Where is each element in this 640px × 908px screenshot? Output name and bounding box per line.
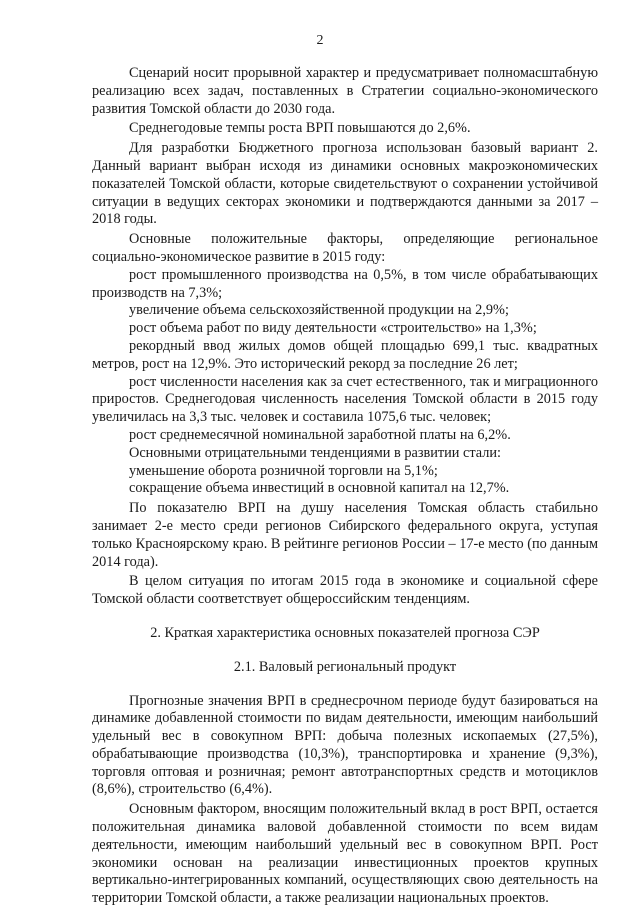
page-number: 2 (316, 33, 324, 48)
list-item-industrial-growth: рост промышленного производства на 0,5%, в том числе обрабатывающих производств на 7,3%; (92, 266, 598, 301)
paragraph-grp-forecast: Прогнозные значения ВРП в среднесрочном периоде будут базироваться на динамике добавленной стоимости по видам деятельности, имеющим наибольший удельный вес в совокупном ВРП: добыча полезных ископаемых (27,5%), обрабатывающие производства (10,3%), транспортировка и хранение (9,3%), торговля оптовая и розничная; ремонт автотранспортных средств и мотоциклов (8,6%), строительство (6,4%). (92, 692, 598, 798)
section-heading: 2. Краткая характеристика основных показателей прогноза СЭР (150, 624, 540, 641)
list-item-housing: рекордный ввод жилых домов общей площадью 699,1 тыс. квадратных метров, рост на 12,9%. Это исторический рекорд за последние 26 лет; (92, 337, 598, 372)
list-item-construction: рост объема работ по виду деятельности «строительство» на 1,3%; (129, 320, 537, 337)
list-item-retail: уменьшение оборота розничной торговли на 5,1%; (129, 462, 438, 479)
paragraph-negative-trends-intro: Основными отрицательными тенденциями в развитии стали: (129, 444, 501, 461)
paragraph-growth-rate: Среднегодовые темпы роста ВРП повышаются до 2,6%. (129, 120, 471, 137)
list-item-wages: рост среднемесячной номинальной заработной платы на 6,2%. (129, 426, 511, 443)
list-item-investments: сокращение объема инвестиций в основной капитал на 12,7%. (129, 480, 510, 497)
paragraph-scenario: Сценарий носит прорывной характер и предусматривает полномасштабную реализацию всех задач, поставленных в Стратегии социально-экономического развития Томской области до 2030 года. (92, 65, 598, 117)
paragraph-overall-situation: В целом ситуация по итогам 2015 года в экономике и социальной сфере Томской области соответствует общероссийским тенденциям. (92, 573, 598, 608)
document-body (92, 65, 598, 908)
paragraph-positive-factors-intro: Основные положительные факторы, определяющие региональное социально-экономическое развитие в 2015 году: (92, 231, 598, 265)
paragraph-grp-ranking: По показателю ВРП на душу населения Томская область стабильно занимает 2-е место среди регионов Сибирского федерального округа, уступая только Красноярскому краю. В рейтинге регионов России – 17-е место (по данным 2014 года). (92, 500, 598, 570)
subsection-heading: 2.1. Валовый региональный продукт (233, 658, 457, 675)
paragraph-base-variant: Для разработки Бюджетного прогноза использован базовый вариант 2. Данный вариант выбран исходя из динамики основных макроэкономических показателей Томской области, которые свидетельствуют о сохранении устойчивой ситуации в ведущих секторах экономики и подтверждаются данными за 2017 – 2018 годы. (92, 140, 598, 228)
paragraph-main-factor: Основным фактором, вносящим положительный вклад в рост ВРП, остается положительная динамика валовой добавленной стоимости по всем видам деятельности, имеющим наибольший удельный вес в совокупном ВРП. Рост экономики основан на реализации инвестиционных проектов крупных вертикально-интегрированных компаний, осуществляющих свою деятельность на территории Томской области, а также реализации национальных проектов. (92, 801, 598, 907)
list-item-population: рост численности населения как за счет естественного, так и миграционного приростов. Среднегодовая численность населения Томской области в 2015 году увеличилась на 3,3 тыс. человек и составила 1075,6 тыс. человек; (92, 373, 598, 426)
list-item-agriculture: увеличение объема сельскохозяйственной продукции на 2,9%; (129, 302, 509, 319)
